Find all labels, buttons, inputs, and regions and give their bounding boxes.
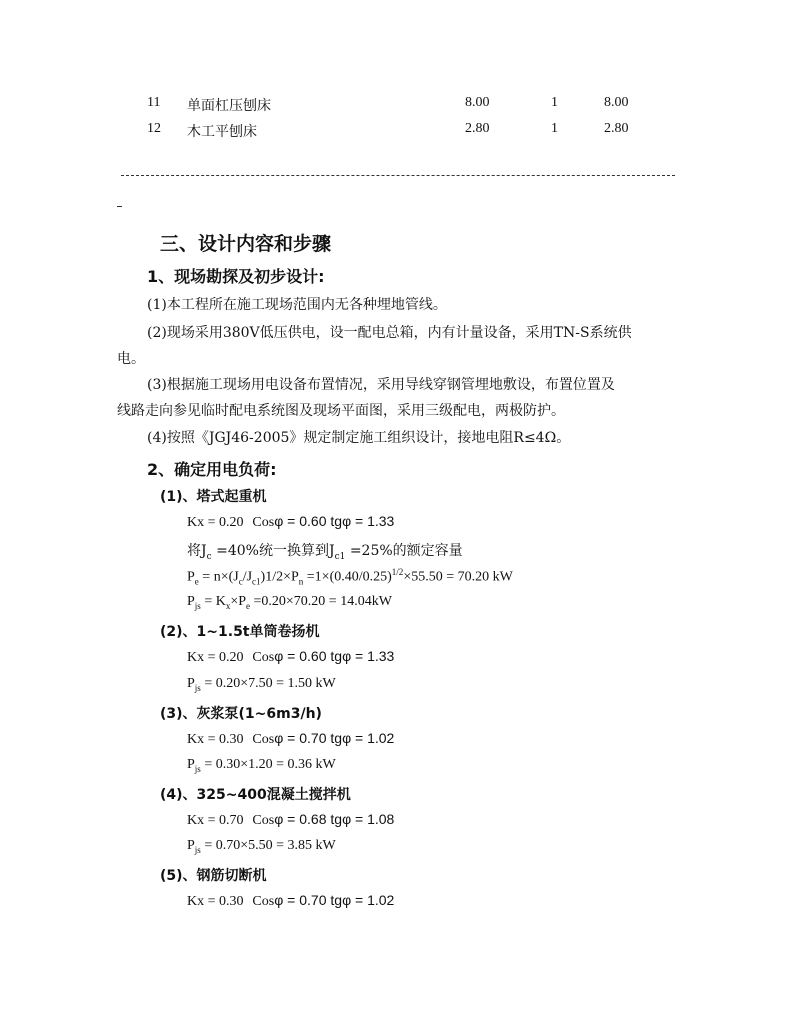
- item-title: (4)、325~400混凝土搅拌机: [160, 787, 351, 803]
- paragraph-continuation: 电。: [117, 351, 145, 367]
- total-power: 2.80: [604, 121, 629, 136]
- formula-pjs: $P_{js} = K_x\times P_e =0.20\times 70.20 = 14.04kW$: [187, 594, 392, 611]
- quantity: 1: [551, 95, 558, 110]
- row-number: 12: [147, 121, 161, 136]
- item-title: (1)、塔式起重机: [160, 489, 267, 505]
- paragraph: (1)本工程所在施工现场范围内无各种埋地管线。: [147, 297, 447, 313]
- divider-tail: [117, 206, 122, 207]
- row-number: 11: [147, 95, 161, 110]
- equipment-name: 木工平刨床: [187, 124, 257, 140]
- formula-pjs: $P_{js} = 0.70\times 5.50 = 3.85$ kW: [187, 838, 336, 855]
- rated-power: 8.00: [465, 95, 490, 110]
- paragraph-continuation: 线路走向参见临时配电系统图及现场平面图，采用三级配电，两极防护。: [117, 403, 565, 419]
- coefficient-line: Kx = 0.70 Cosφ = 0.68 tgφ = 1.08: [187, 811, 395, 828]
- coefficient-line: Kx = 0.20 Cosφ = 0.60 tgφ = 1.33: [187, 648, 395, 665]
- coefficient-line: Kx = 0.30 Cosφ = 0.70 tgφ = 1.02: [187, 730, 395, 747]
- quantity: 1: [551, 121, 558, 136]
- item-title: (5)、钢筋切断机: [160, 868, 267, 884]
- section-title: 三、设计内容和步骤: [160, 233, 332, 255]
- subsection-title: 2、确定用电负荷:: [147, 460, 277, 479]
- coefficient-line: Kx = 0.20 Cosφ = 0.60 tgφ = 1.33: [187, 513, 395, 530]
- total-power: 8.00: [604, 95, 629, 110]
- item-title: (2)、1~1.5t单筒卷扬机: [160, 624, 320, 640]
- rated-power: 2.80: [465, 121, 490, 136]
- paragraph: (3)根据施工现场用电设备布置情况，采用导线穿钢管埋地敷设，布置位置及: [147, 377, 615, 393]
- subsection-title: 1、现场勘探及初步设计:: [147, 267, 325, 286]
- paragraph: (2)现场采用380V低压供电，设一配电总箱，内有计量设备，采用TN-S系统供: [147, 325, 632, 341]
- paragraph: (4)按照《JGJ46-2005》规定制定施工组织设计，接地电阻R≤4Ω。: [147, 430, 571, 446]
- conversion-note: 将$J_c =40\%$统一换算到$J_{c1} =25\%$的额定容量: [187, 543, 463, 562]
- item-title: (3)、灰浆泵(1~6m3/h): [160, 706, 322, 722]
- formula-pe: $P_e = n\times(J_c/J_{c1})1/2\times P_n =1\times(0.40/0.25)^{1/2}\times 55.50 = 70.20$ kW: [187, 567, 513, 587]
- coefficient-line: Kx = 0.30 Cosφ = 0.70 tgφ = 1.02: [187, 892, 395, 909]
- equipment-name: 单面杠压刨床: [187, 98, 271, 114]
- formula-pjs: $P_{js} = 0.30\times 1.20 = 0.36$ kW: [187, 757, 336, 774]
- formula-pjs: $P_{js} = 0.20\times 7.50 = 1.50$ kW: [187, 676, 336, 693]
- dashed-divider: [121, 175, 675, 176]
